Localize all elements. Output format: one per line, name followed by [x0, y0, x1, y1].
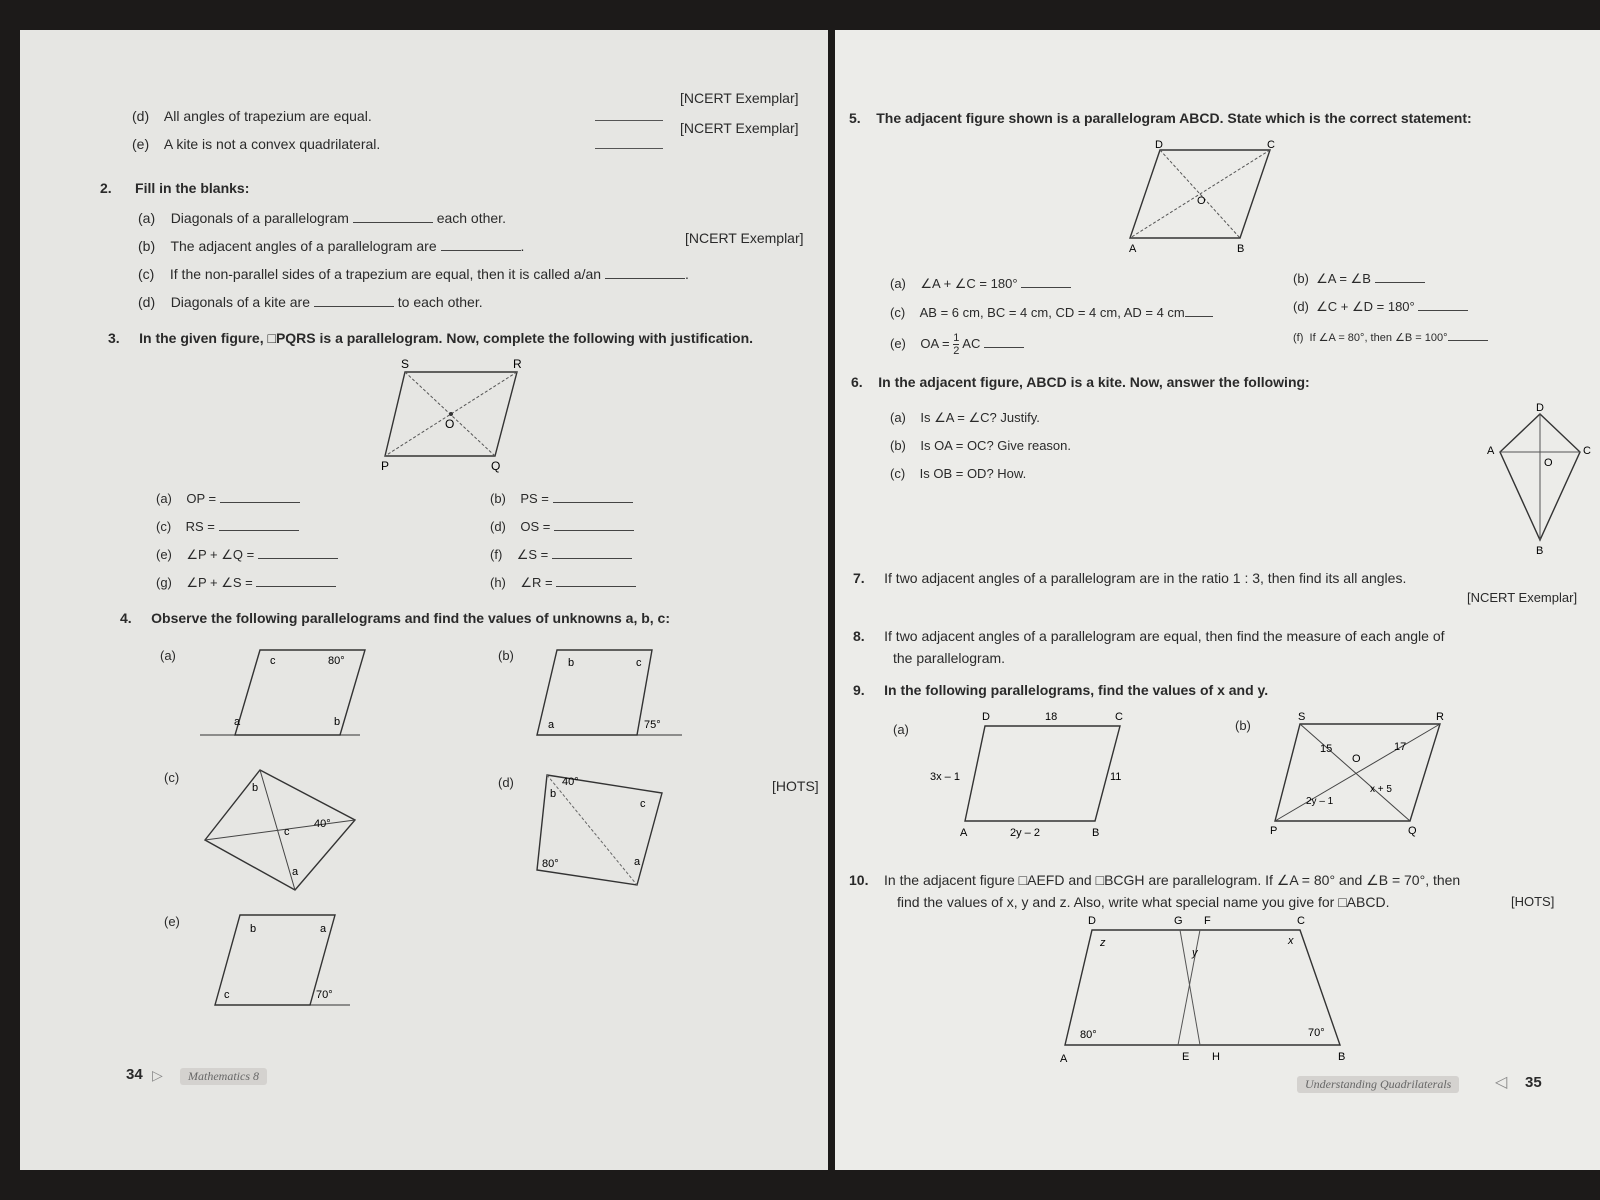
- q6-b: [890, 438, 1071, 453]
- q10-label-h: H: [1212, 1051, 1220, 1063]
- q3-label-p: P: [381, 459, 390, 473]
- q4b-figure: [532, 640, 702, 750]
- q2-d-post: to each other.: [397, 294, 483, 310]
- q3-a-label: (a): [156, 491, 172, 506]
- q9a-bottom: 2y – 2: [1010, 827, 1040, 839]
- q3-f-blank: [552, 546, 632, 559]
- q5-e-label: (e): [890, 335, 906, 351]
- q6-heading: [851, 374, 1310, 390]
- q4d-c: c: [640, 798, 646, 810]
- q6-a-text: Is ∠A = ∠C? Justify.: [920, 410, 1040, 425]
- q3-label-s: S: [401, 357, 410, 371]
- q10-y: y: [1192, 947, 1198, 959]
- q2-c-blank: [605, 266, 685, 279]
- q5-heading: [849, 110, 1472, 126]
- q4b-parallelogram: [537, 650, 652, 735]
- q4c-40: 40°: [314, 818, 331, 830]
- q5-title: The adjacent figure shown is a parallelogram ABCD. State which is the correct statement:: [876, 110, 1472, 126]
- q9a-label-b: B: [1092, 827, 1100, 839]
- q4d-label: (d): [498, 775, 514, 790]
- q10-label-b: B: [1338, 1051, 1346, 1063]
- q9b-17: 17: [1394, 741, 1407, 753]
- q10-x: x: [1288, 935, 1294, 947]
- q3-g-blank: [256, 574, 336, 587]
- q3-e-blank: [258, 546, 338, 559]
- q5-num: 5.: [849, 110, 861, 126]
- q4a-c: c: [270, 655, 276, 667]
- q9b-15: 15: [1320, 743, 1333, 755]
- q10-line2: find the values of x, y and z. Also, write what special name you give for □ABCD.: [897, 894, 1390, 910]
- q5-f-blank: [1448, 328, 1488, 341]
- q3-h-label: (h): [490, 575, 506, 590]
- q3-label-r: R: [513, 357, 522, 371]
- q9a-figure: [930, 706, 1160, 842]
- q10-num: 10.: [849, 872, 869, 888]
- q6-a: [890, 410, 1040, 426]
- q4-hots: [HOTS]: [772, 778, 819, 794]
- q3-d-blank: [554, 518, 634, 531]
- q8: [853, 628, 1445, 644]
- q4e-70: 70°: [316, 989, 333, 1001]
- q4c-b: b: [252, 782, 259, 794]
- q3-e-text: ∠P + ∠Q =: [186, 547, 255, 562]
- q4c-figure: [200, 765, 365, 895]
- q6-num: 6.: [851, 374, 863, 390]
- q2-c: [138, 266, 689, 282]
- q5-d-label: (d): [1293, 299, 1309, 314]
- q10: [849, 872, 1460, 889]
- q4e-c: c: [224, 989, 230, 1001]
- q2-num: 2.: [100, 180, 112, 196]
- q5-diagonal-ca: [1130, 150, 1270, 238]
- q6-b-text: Is OA = OC? Give reason.: [920, 438, 1071, 453]
- q1-d-text: All angles of trapezium are equal.: [163, 108, 372, 124]
- q5-a-text: ∠A + ∠C = 180°: [920, 276, 1018, 291]
- q9a-label-d: D: [982, 711, 990, 723]
- q3-item-d: [490, 518, 634, 534]
- q5-label-d: D: [1155, 139, 1163, 151]
- q5-label-a: A: [1129, 243, 1137, 255]
- q8-num: 8.: [853, 628, 865, 644]
- q10-label-f: F: [1204, 915, 1211, 927]
- q4-heading: [120, 610, 670, 626]
- q10-80: 80°: [1080, 1029, 1097, 1041]
- q10-line1: In the adjacent figure □AEFD and □BCGH are parallelogram. If ∠A = 80° and ∠B = 70°, then: [884, 872, 1461, 888]
- q4c-c: c: [284, 826, 290, 838]
- q3-h-text: ∠R =: [520, 575, 553, 590]
- q2-c-label: (c): [138, 266, 155, 282]
- q9b-figure: [1270, 706, 1460, 842]
- q9a-left: 3x – 1: [930, 771, 960, 783]
- q3-figure: [375, 356, 545, 478]
- q9b-diagonal-rp: [1275, 724, 1440, 821]
- q4d-40: 40°: [562, 776, 579, 788]
- q3-num: 3.: [108, 330, 120, 346]
- q5-e-post: AC: [962, 335, 981, 351]
- q4b-a: a: [548, 719, 555, 731]
- q3-item-h: [490, 574, 636, 591]
- q2-a: [138, 210, 506, 226]
- q5-c: [890, 304, 1213, 320]
- q8-line2: the parallelogram.: [893, 650, 1006, 666]
- q9b-label-p: P: [1270, 825, 1278, 837]
- q4c-a: a: [292, 866, 299, 878]
- right-page: [835, 30, 1600, 1170]
- q7-text: If two adjacent angles of a parallelogram are in the ratio 1 : 3, then find its all angles.: [884, 570, 1407, 586]
- q7: [853, 570, 1406, 586]
- left-page-number: 34: [126, 1066, 143, 1083]
- q2-b-blank: [441, 238, 521, 251]
- q5-label-c: C: [1267, 139, 1275, 151]
- q2-a-post: each other.: [436, 210, 506, 226]
- q10-z: z: [1100, 937, 1106, 949]
- q3-c-blank: [219, 518, 299, 531]
- q3-e-label: (e): [156, 547, 172, 562]
- q1-d-label: (d): [132, 108, 150, 124]
- q5-f: [1293, 328, 1488, 344]
- q6-kite-figure: [1485, 400, 1595, 560]
- q4e-label: (e): [164, 914, 180, 929]
- q5-figure: [1125, 138, 1285, 256]
- q10-figure: [1050, 910, 1350, 1070]
- q5-f-label: (f): [1293, 332, 1304, 344]
- q10-label-a: A: [1060, 1053, 1068, 1065]
- q2-b: [138, 238, 524, 254]
- q3-g-label: (g): [156, 575, 172, 590]
- q3-a-blank: [220, 490, 300, 503]
- q5-c-text: AB = 6 cm, BC = 4 cm, CD = 4 cm, AD = 4 cm: [919, 305, 1185, 320]
- q5-b: [1293, 270, 1425, 287]
- q2-c-pre: If the non-parallel sides of a trapezium are equal, then it is called a/an: [169, 266, 602, 282]
- q9b-label: (b): [1235, 718, 1251, 733]
- q2-a-label: (a): [138, 210, 156, 226]
- q2-d-pre: Diagonals of a kite are: [170, 294, 310, 310]
- q5-e: [890, 332, 1024, 357]
- q4a-a: a: [234, 716, 241, 728]
- q5-c-blank: [1185, 304, 1213, 317]
- q1-d: [132, 108, 372, 124]
- right-page-number: 35: [1525, 1074, 1542, 1091]
- q5-label-b: B: [1237, 243, 1245, 255]
- q9a-label-c: C: [1115, 711, 1123, 723]
- q5-a: [890, 275, 1071, 292]
- q6-label-a: A: [1487, 445, 1495, 457]
- q3-heading: [108, 330, 753, 346]
- q3-label-q: Q: [491, 459, 501, 473]
- q2-a-pre: Diagonals of a parallelogram: [170, 210, 349, 226]
- q6-label-o: O: [1544, 457, 1553, 469]
- left-page: [20, 30, 828, 1170]
- q10-label-g: G: [1174, 915, 1183, 927]
- q9b-label-o: O: [1352, 753, 1361, 765]
- q4d-a: a: [634, 856, 641, 868]
- q2-b-label: (b): [138, 238, 156, 254]
- q4a-b: b: [334, 716, 341, 728]
- q2-b-post: .: [520, 238, 525, 254]
- q5-d-text: ∠C + ∠D = 180°: [1316, 299, 1415, 314]
- q3-point-o: [449, 412, 453, 416]
- q7-ref: [NCERT Exemplar]: [1467, 590, 1578, 605]
- q1-d-blank: [595, 120, 663, 121]
- q3-label-o: O: [445, 417, 455, 431]
- q1-e: [132, 136, 380, 152]
- q9a-top: 18: [1045, 711, 1058, 723]
- q4b-label: (b): [498, 648, 514, 663]
- q4b-c: c: [636, 657, 642, 669]
- q4d-b: b: [550, 788, 557, 800]
- q3-d-label: (d): [490, 519, 506, 534]
- q3-g-text: ∠P + ∠S =: [186, 575, 253, 590]
- q4a-figure: [200, 640, 380, 750]
- q9-num: 9.: [853, 682, 865, 698]
- q3-b-blank: [553, 490, 633, 503]
- q1-e-label: (e): [132, 136, 150, 152]
- q9-heading: [853, 682, 1268, 698]
- q4e-b: b: [250, 923, 257, 935]
- right-footer-chapter: Understanding Quadrilaterals: [1297, 1076, 1459, 1093]
- q2-c-post: .: [684, 266, 689, 282]
- q9b-2y-1: 2y – 1: [1306, 796, 1334, 807]
- q6-c-text: Is OB = OD? How.: [919, 466, 1027, 481]
- q6-title: In the adjacent figure, ABCD is a kite. Now, answer the following:: [878, 374, 1310, 390]
- q3-b-text: PS =: [520, 491, 549, 506]
- q9a-label: (a): [893, 722, 909, 737]
- q3-item-c: [156, 518, 299, 534]
- q1-e-ref: [NCERT Exemplar]: [680, 120, 799, 136]
- q5-a-blank: [1021, 275, 1071, 288]
- q6-a-label: (a): [890, 410, 906, 425]
- q2-b-pre: The adjacent angles of a parallelogram are: [170, 238, 437, 254]
- q3-f-label: (f): [490, 547, 503, 562]
- q3-title: In the given figure, □PQRS is a parallelogram. Now, complete the following with justification.: [139, 330, 754, 346]
- q9a-parallelogram: [965, 726, 1120, 821]
- q9b-label-q: Q: [1408, 825, 1417, 837]
- q6-label-b: B: [1536, 545, 1544, 557]
- q4b-75: 75°: [644, 719, 661, 731]
- q10-label-e: E: [1182, 1051, 1190, 1063]
- q9b-label-r: R: [1436, 711, 1444, 723]
- q4a-label: (a): [160, 648, 176, 663]
- q9a-right: 11: [1110, 771, 1122, 783]
- q4a-80: 80°: [328, 655, 345, 667]
- q5-e-blank: [984, 335, 1024, 348]
- q3-f-text: ∠S =: [516, 547, 549, 562]
- q3-d-text: OS =: [520, 519, 551, 534]
- q6-label-d: D: [1536, 402, 1544, 414]
- q10-70: 70°: [1308, 1027, 1325, 1039]
- q4a-parallelogram: [235, 650, 365, 735]
- q3-c-text: RS =: [185, 519, 215, 534]
- q4d-80: 80°: [542, 858, 559, 870]
- q3-a-text: OP =: [186, 491, 217, 506]
- q6-b-label: (b): [890, 438, 906, 453]
- q2-d: [138, 294, 483, 310]
- q2-a-blank: [353, 210, 433, 223]
- q9a-label-a: A: [960, 827, 968, 839]
- q10-trapezium: [1065, 930, 1340, 1045]
- q8-line1: If two adjacent angles of a parallelogram are equal, then find the measure of each angle of: [884, 628, 1445, 644]
- q5-c-label: (c): [890, 305, 906, 320]
- q4d-diagonal: [547, 775, 637, 885]
- q9b-label-s: S: [1298, 711, 1306, 723]
- q5-d: [1293, 298, 1468, 315]
- q10-label-c: C: [1297, 915, 1305, 927]
- left-footer-book: Mathematics 8: [180, 1068, 267, 1085]
- q5-f-text: If ∠A = 80°, then ∠B = 100°: [1309, 332, 1448, 344]
- q3-item-e: [156, 546, 338, 563]
- q4b-b: b: [568, 657, 575, 669]
- right-footer-arrow-icon: ◁: [1495, 1074, 1508, 1091]
- q5-e-numerator: 1: [953, 332, 960, 344]
- q1-e-text: A kite is not a convex quadrilateral.: [163, 136, 381, 152]
- q4d-figure: [532, 765, 672, 895]
- q5-b-text: ∠A = ∠B: [1316, 271, 1371, 286]
- q3-item-g: [156, 574, 336, 591]
- q2-b-ref: [NCERT Exemplar]: [685, 230, 804, 246]
- q5-e-denominator: 2: [953, 345, 960, 357]
- q10-hots: [HOTS]: [1511, 894, 1555, 909]
- q3-c-label: (c): [156, 519, 172, 534]
- q5-e-pre: OA =: [920, 335, 950, 351]
- q2-d-label: (d): [138, 294, 156, 310]
- q2-heading: [100, 180, 249, 196]
- q6-c: [890, 466, 1026, 481]
- q3-h-blank: [556, 574, 636, 587]
- q4e-figure: [200, 910, 360, 1020]
- left-footer-arrow-icon: ▷: [152, 1067, 163, 1083]
- q2-d-blank: [314, 294, 394, 307]
- q3-item-a: [156, 490, 300, 506]
- q4c-label: (c): [164, 770, 180, 785]
- q4-title: Observe the following parallelograms and find the values of unknowns a, b, c:: [151, 610, 671, 626]
- q10-label-d: D: [1088, 915, 1096, 927]
- q4-num: 4.: [120, 610, 132, 626]
- q3-item-b: [490, 490, 633, 506]
- q6-c-label: (c): [890, 466, 906, 481]
- q6-label-c: C: [1583, 445, 1591, 457]
- q9b-x-5: x + 5: [1370, 784, 1392, 795]
- q3-b-label: (b): [490, 491, 506, 506]
- q1-e-blank: [595, 148, 663, 149]
- q4e-a: a: [320, 923, 327, 935]
- q5-a-label: (a): [890, 276, 906, 291]
- q5-e-fraction: [953, 332, 959, 357]
- q1-d-ref: [NCERT Exemplar]: [680, 90, 799, 106]
- q5-b-blank: [1375, 270, 1425, 283]
- q5-d-blank: [1418, 298, 1468, 311]
- q5-b-label: (b): [1293, 271, 1309, 286]
- q7-num: 7.: [853, 570, 865, 586]
- q2-title: Fill in the blanks:: [135, 180, 250, 196]
- q5-label-o: O: [1197, 195, 1206, 207]
- q3-item-f: [490, 546, 632, 563]
- q9-title: In the following parallelograms, find the values of x and y.: [884, 682, 1269, 698]
